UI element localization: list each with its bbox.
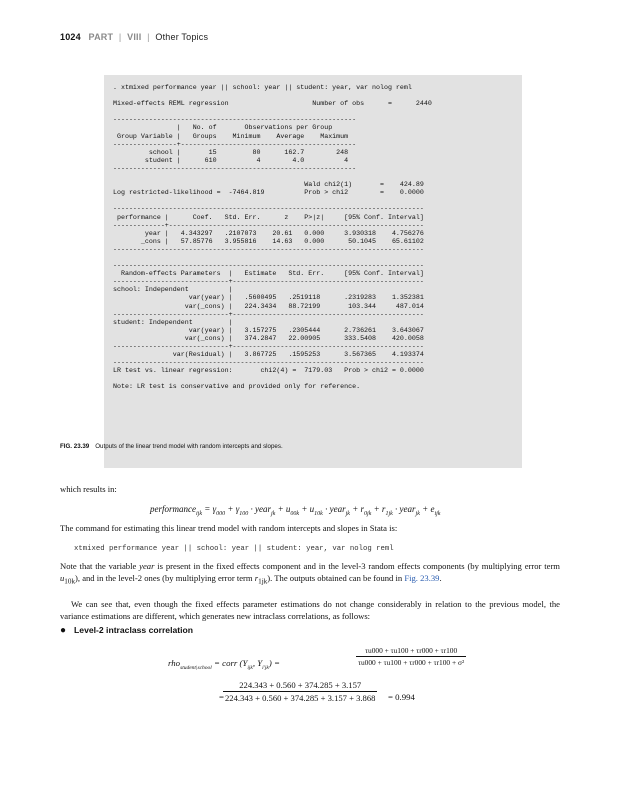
figure-label: FIG. 23.39 (60, 443, 90, 450)
running-header (60, 32, 208, 42)
part-number: VIII (127, 32, 142, 42)
header-separator: | (118, 32, 122, 42)
paragraph-command-intro: The command for estimating this linear trend model with random intercepts and slopes in Stata is: (60, 523, 398, 533)
var-year: year (139, 561, 155, 571)
icc-lhs: rho$_{student|school}$ = corr ($Y_{ijk}$, $Y_{i'jk}$) = (168, 658, 280, 671)
part-topic: Other Topics (155, 32, 209, 42)
stata-output-figure (104, 75, 522, 468)
stata-output-text: . xtmixed performance year || school: year || student: year, var nolog reml Mixed-effects REML regression Number of obs = 2440 ------------------------------------------------------------- | No. of Observations per Group Group Variable | Groups Minimum Average Maximum ----------------+-------------------------------------------- school | 15 80 162.7 248 student | 610 4 4.0 4 ------------------------------------------------------------- Wald chi2(1) = 424.89 Log restricted-likelihood = -7464.819 Prob > chi2 = 0.0000 ------------------------------------------------------------------------------ performance | Coef. Std. Err. z P>|z| [95% Conf. Interval] -------------+---------------------------------------------------------------- year | 4.343297 .2107073 20.61 0.000 3.930318 4.756276 _cons | 57.85776 3.955816 14.63 0.000 50.1045 65.61102 ------------------------------------------------------------------------------ ------------------------------------------------------------------------------ Random-effects Parameters | Estimate Std. Err. [95% Conf. Interval] -----------------------------+------------------------------------------------ school: Independent | var(year) | .5600495 .2519118 .2319283 1.352381 var(_cons) | 224.3434 88.72199 103.344 487.014 -----------------------------+------------------------------------------------ student: Independent | var(year) | 3.157275 .2305444 2.736261 3.643067 var(_cons) | 374.2847 22.00905 333.5408 420.0058 -----------------------------+------------------------------------------------ var(Residual) | 3.867725 .1595253 3.567365 4.193374 ------------------------------------------------------------------------------ LR test vs. linear regression: chi2(4) = 7179.03 Prob > chi2 = 0.0000 Note: LR test is conservative and provided only for reference. (113, 83, 432, 391)
page-number: 1024 (60, 32, 81, 42)
figure-caption-text: Outputs of the linear trend model with random intercepts and slopes. (95, 443, 283, 450)
paragraph-results-in: which results in: (60, 484, 117, 494)
equals-sign: = (219, 692, 224, 702)
bullet-label: Level-2 intraclass correlation (74, 625, 193, 635)
figure-link[interactable]: Fig. 23.39 (404, 573, 440, 583)
icc-numeric-fraction: 224.343 + 0.560 + 374.285 + 3.157 224.343 + 0.560 + 374.285 + 3.157 + 3.868 (225, 680, 376, 703)
header-separator-2: | (147, 32, 150, 42)
figure-caption (60, 443, 283, 450)
icc-result: = 0.994 (388, 692, 415, 702)
icc-symbolic-fraction: τu000 + τu100 + τr000 + τr100 τu000 + τu100 + τr000 + τr100 + σ² (358, 646, 465, 667)
part-label: PART (88, 32, 114, 42)
paragraph-note: Note that the variable year is present in the fixed effects component and in the level-3 random effects components (by multiplying error term $u_{10k}$), and in the level-2 ones (by multiplying error term $r_{1jk}$). The outputs obtained can be found in Fig. 23.39. (60, 561, 560, 586)
bullet-icon: ● (60, 625, 67, 636)
paragraph-variance: We can see that, even though the fixed effects parameter estimations do not change considerably in relation to the previous model, the variance estimations are different, which generates new intraclass correlations, as follows: (60, 599, 560, 621)
bullet-level2-icc (60, 625, 193, 636)
stata-command: xtmixed performance year || school: year || student: year, var nolog reml (74, 545, 394, 553)
model-equation: performance$_{ijk}$ = $\gamma_{000} + \gamma_{100}$ · year$_{jk}$ + $u_{00k} + u_{10k}$ · year$_{jk}$ + $r_{0jk} + r_{1jk}$ · year$_{jk}$ + $e_{ijk}$ (150, 504, 441, 517)
